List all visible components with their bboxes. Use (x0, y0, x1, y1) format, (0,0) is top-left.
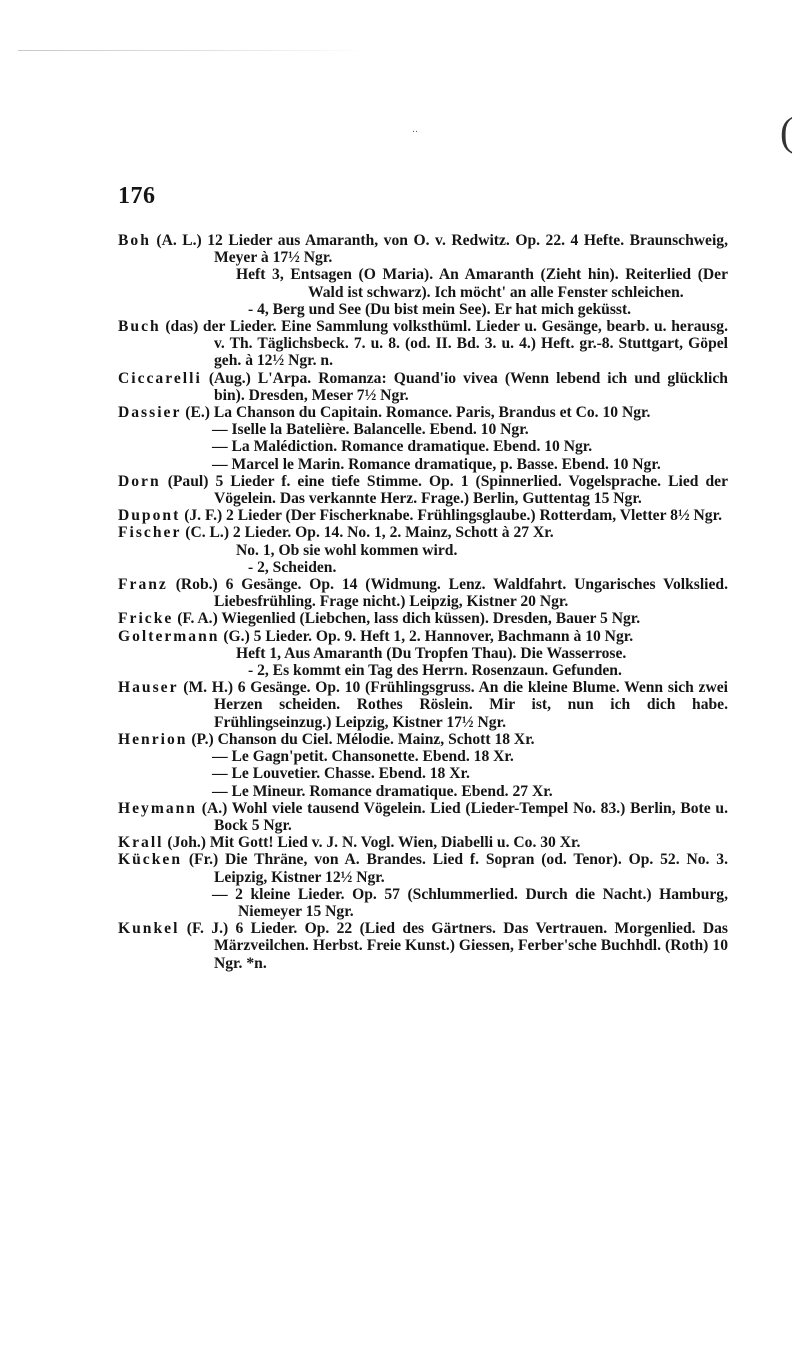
catalog-entry-dassier (118, 404, 728, 421)
entry-text: (Aug.) L'Arpa. Romanza: Quand'io vivea (Wenn lebend ich und glücklich bin). Dresden, Meser 7½ Ngr. (208, 369, 728, 404)
catalog-subentry: — Marcel le Marin. Romance dramatique, p. Basse. Ebend. 10 Ngr. (212, 455, 661, 473)
catalog-subentry: — Le Gagn'petit. Chansonette. Ebend. 18 Xr. (212, 748, 514, 766)
composer-name: Dorn (118, 472, 161, 490)
catalog-entry-kuecken (118, 851, 728, 885)
catalog-entry-buch (118, 318, 728, 370)
catalog-subentry: — Le Mineur. Romance dramatique. Ebend. 27 Xr. (212, 782, 553, 800)
composer-name: Dassier (118, 404, 182, 422)
catalog-entry-fricke (118, 610, 728, 627)
page-edge-mark: ( (780, 109, 794, 154)
entry-text: (F. A.) Wiegenlied (Liebchen, lass dich küssen). Dresden, Bauer 5 Ngr. (177, 610, 641, 628)
composer-name: Hauser (118, 679, 179, 697)
scan-edge-line (18, 50, 368, 51)
catalog-entry-heymann (118, 800, 728, 834)
catalog-subentry: No. 1, Ob sie wohl kommen wird. (236, 541, 458, 559)
catalog-subentry: Heft 3, Entsagen (O Maria). An Amaranth (Zieht hin). Reiterlied (Der Wald ist schwarz). Ich möcht' an alle Fenster schleichen. (236, 266, 728, 301)
catalog-subentry: — Iselle la Batelière. Balancelle. Ebend. 10 Ngr. (212, 421, 529, 439)
composer-name: Goltermann (118, 627, 220, 645)
scan-speck: ‥ (412, 124, 419, 134)
entry-text: (Paul) 5 Lieder f. eine tiefe Stimme. Op. 1 (Spinnerlied. Vogelsprache. Lied der Vögelein. Das verkannte Herz. Frage.) Berlin, Guttentag 15 Ngr. (167, 472, 729, 508)
catalog-subentry: - 2, Es kommt ein Tag des Herrn. Rosenzaun. Gefunden. (248, 662, 622, 680)
catalog-subentry: — La Malédiction. Romance dramatique. Ebend. 10 Ngr. (212, 438, 593, 456)
composer-name: Kücken (118, 851, 182, 869)
catalog-subentry: - 4, Berg und See (Du bist mein See). Er hat mich geküsst. (248, 300, 632, 318)
composer-name: Kunkel (118, 920, 180, 938)
entry-text: (A. L.) 12 Lieder aus Amaranth, von O. v. Redwitz. Op. 22. 4 Hefte. Braunschweig, Meyer à 17½ Ngr. (156, 232, 728, 267)
catalog-entry-hauser (118, 679, 728, 731)
entry-text: (das) der Lieder. Eine Sammlung volksthüml. Lieder u. Gesänge, bearb. u. herausg. v. Th. Täglichsbeck. 7. u. 8. (od. II. Bd. 3. u. 4.) Heft. gr.-8. Stuttgart, Göpel geh. à 12½ Ngr. n. (165, 318, 728, 370)
composer-name: Fricke (118, 610, 174, 628)
entry-text: (F. J.) 6 Lieder. Op. 22 (Lied des Gärtners. Das Vertrauen. Morgenlied. Das Märzveilchen. Herbst. Freie Kunst.) Giessen, Ferber'sche Buchhdl. (Roth) 10 Ngr. *n. (186, 920, 728, 972)
composer-name: Boh (118, 232, 151, 249)
catalog-entry-franz (118, 576, 728, 610)
catalog-entry-kunkel (118, 920, 728, 972)
catalog-entry-ciccarelli (118, 370, 728, 404)
entry-text: (Joh.) Mit Gott! Lied v. J. N. Vogl. Wien, Diabelli u. Co. 30 Xr. (167, 834, 581, 852)
entry-text: (Rob.) 6 Gesänge. Op. 14 (Widmung. Lenz. Waldfahrt. Ungarisches Volkslied. Liebesfrühling. Frage nicht.) Leipzig, Kistner 20 Ngr. (175, 576, 728, 611)
entry-text: (E.) La Chanson du Capitain. Romance. Paris, Brandus et Co. 10 Ngr. (185, 404, 651, 422)
page-number: 176 (118, 183, 156, 209)
catalog-listing (118, 232, 728, 972)
composer-name: Franz (118, 576, 168, 594)
composer-name: Ciccarelli (118, 369, 202, 387)
entry-text: (P.) Chanson du Ciel. Mélodie. Mainz, Schott 18 Xr. (191, 730, 535, 748)
entry-text: (J. F.) 2 Lieder (Der Fischerknabe. Frühlingsglaube.) Rotterdam, Vletter 8½ Ngr. (184, 507, 722, 525)
entry-text: (A.) Wohl viele tausend Vögelein. Lied (Lieder-Tempel No. 83.) Berlin, Bote u. Bock 5 Ngr. (201, 799, 728, 834)
entry-text: (Fr.) Die Thräne, von A. Brandes. Lied f. Sopran (od. Tenor). Op. 52. No. 3. Leipzig, Kistner 12½ Ngr. (188, 851, 728, 886)
composer-name: Krall (118, 834, 164, 852)
composer-name: Dupont (118, 507, 181, 525)
entry-text: (M. H.) 6 Gesänge. Op. 10 (Frühlingsgruss. An die kleine Blume. Wenn sich zwei Herzen scheiden. Rothes Röslein. Mir ist, nun ich dich habe. Frühlingseinzug.) Leipzig, Kistner 17½ Ngr. (183, 679, 728, 731)
composer-name: Heymann (118, 799, 197, 817)
catalog-entry-krall (118, 834, 728, 851)
entry-text: (C. L.) 2 Lieder. Op. 14. No. 1, 2. Mainz, Schott à 27 Xr. (185, 524, 554, 542)
catalog-subentry: — Le Louvetier. Chasse. Ebend. 18 Xr. (212, 765, 470, 783)
composer-name: Henrion (118, 730, 188, 748)
composer-name: Fischer (118, 524, 182, 542)
catalog-entry-boh (118, 232, 728, 266)
catalog-entry-henrion (118, 731, 728, 748)
entry-text: (G.) 5 Lieder. Op. 9. Heft 1, 2. Hannover, Bachmann à 10 Ngr. (223, 627, 634, 645)
composer-name: Buch (118, 318, 161, 336)
catalog-subentry: — 2 kleine Lieder. Op. 57 (Schlummerlied. Durch die Nacht.) Hamburg, Niemeyer 15 Ngr. (212, 885, 728, 920)
catalog-entry-fischer (118, 524, 728, 541)
catalog-subentry: Heft 1, Aus Amaranth (Du Tropfen Thau). Die Wasserrose. (236, 644, 627, 662)
catalog-subentry: - 2, Scheiden. (248, 558, 337, 576)
catalog-entry-dorn (118, 473, 728, 507)
catalog-entry-dupont (118, 507, 728, 524)
catalog-entry-goltermann (118, 628, 728, 645)
